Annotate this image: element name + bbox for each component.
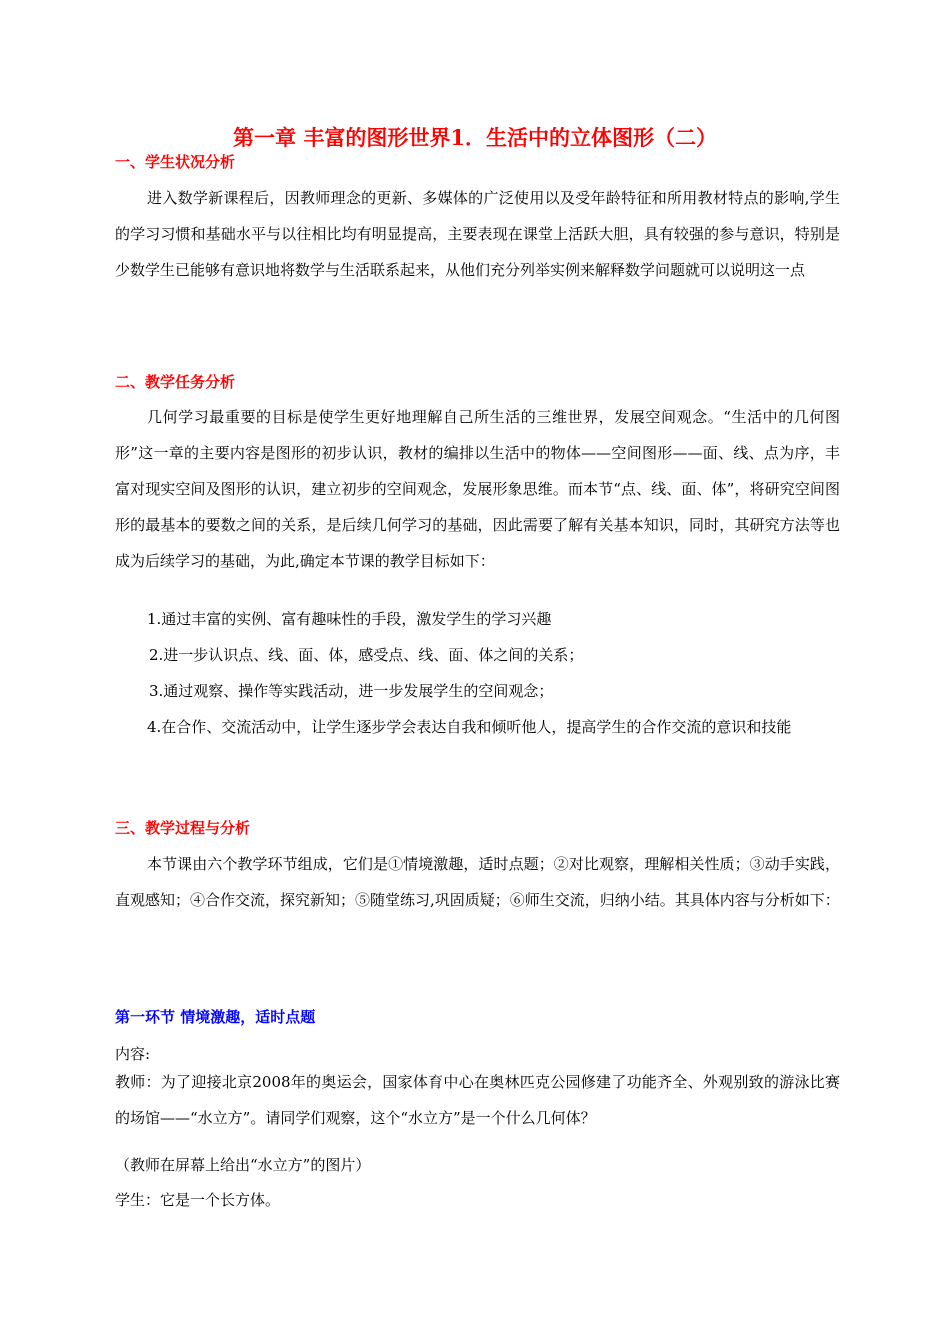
teacher-note: （教师在屏幕上给出“水立方”的图片） bbox=[115, 1156, 371, 1174]
section-heading-process-analysis: 三、教学过程与分析 bbox=[115, 819, 251, 837]
section-heading-task-analysis: 二、教学任务分析 bbox=[115, 373, 236, 391]
section-body-task-analysis: 几何学习最重要的目标是使学生更好地理解自己所生活的三维世界，发展空间观念。“生活中的几何图形”这一章的主要内容是图形的初步认识，教材的编排以生活中的物体——空间图形——面、线、点为序，丰富对现实空间及图形的认识，建立初步的空间观念，发展形象思维。而本节“点、线、面、体”，将研究空间图形的最基本的要数之间的关系，是后续几何学习的基础，因此需要了解有关基本知识，同时，其研究方法等也成为后续学习的基础，为此,确定本节课的教学目标如下： bbox=[115, 408, 840, 570]
section-heading-student-analysis: 一、学生状况分析 bbox=[115, 153, 236, 171]
teacher-prompt: 教师：为了迎接北京2008年的奥运会，国家体育中心在奥林匹克公园修建了功能齐全、外观别致的游泳比赛的场馆——“水立方”。请同学们观察，这个“水立方”是一个什么几何体？ bbox=[115, 1073, 840, 1127]
section-body-process-analysis: 本节课由六个教学环节组成，它们是①情境激趣，适时点题；②对比观察，理解相关性质；③动手实践，直观感知；④合作交流，探究新知；⑤随堂练习,巩固质疑；⑥师生交流，归纳小结。其具体内容与分析如下： bbox=[115, 855, 840, 909]
goal-item-3: 3.通过观察、操作等实践活动，进一步发展学生的空间观念； bbox=[149, 682, 554, 700]
content-label: 内容: bbox=[115, 1045, 151, 1063]
step-heading-1: 第一环节 情境激趣，适时点题 bbox=[115, 1008, 316, 1026]
section-body-student-analysis: 进入数学新课程后，因教师理念的更新、多媒体的广泛使用以及受年龄特征和所用教材特点的影响,学生的学习习惯和基础水平与以往相比均有明显提高，主要表现在课堂上活跃大胆，具有较强的参与意识，特别是少数学生已能够有意识地将数学与生活联系起来，从他们充分列举实例来解释数学问题就可以说明这一点 bbox=[115, 189, 840, 279]
goal-item-1: 1.通过丰富的实例、富有趣味性的手段，激发学生的学习兴趣 bbox=[147, 610, 552, 628]
goal-item-2: 2.进一步认识点、线、面、体，感受点、线、面、体之间的关系； bbox=[149, 646, 584, 664]
goal-item-4: 4.在合作、交流活动中，让学生逐步学会表达自我和倾听他人，提高学生的合作交流的意识和技能 bbox=[147, 718, 792, 736]
document-title: 第一章 丰富的图形世界1．生活中的立体图形（二） bbox=[233, 125, 717, 150]
student-answer: 学生：它是一个长方体。 bbox=[115, 1191, 281, 1209]
